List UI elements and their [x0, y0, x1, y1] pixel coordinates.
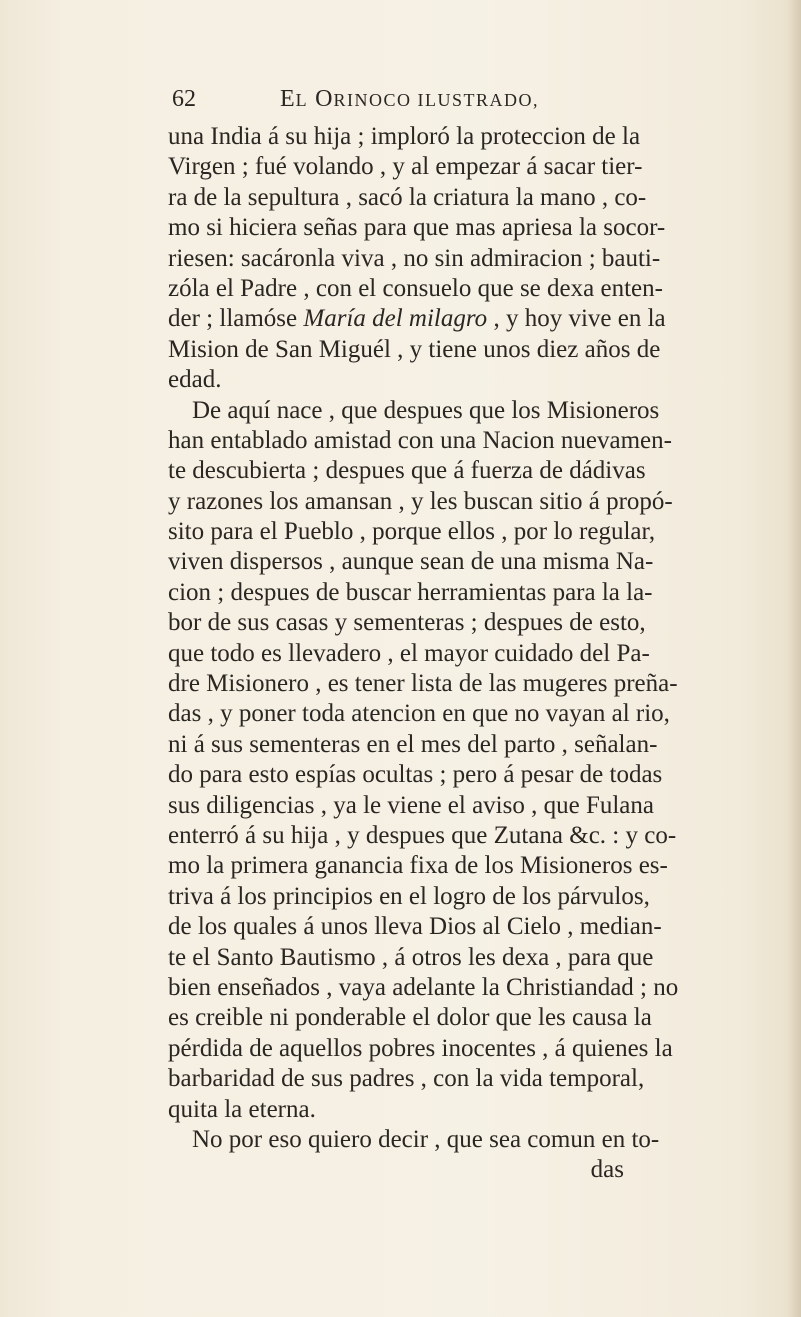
text-line: Mision de San Miguél , y tiene unos diez años de — [168, 335, 661, 363]
text-line: dre Misionero , es tener lista de las mugeres preña- — [168, 670, 678, 698]
text-line: pérdida de aquellos pobres inocentes , á quienes la — [168, 1034, 673, 1062]
text-line: sus diligencias , ya le viene el aviso , que Fulana — [168, 791, 654, 819]
running-title — [280, 86, 539, 113]
text-line-segment: , y hoy vive en la — [487, 305, 666, 333]
text-line: das , y poner toda atencion en que no vayan al rio, — [168, 700, 670, 728]
text-line: te descubierta ; despues que á fuerza de dádivas — [168, 457, 646, 485]
text-line: te el Santo Bautismo , á otros les dexa , para que — [168, 943, 654, 971]
page-edge-shadow — [787, 0, 801, 1317]
running-title-smallcaps-2: RINOCO ILUSTRADO, — [333, 90, 540, 110]
text-line: No por eso quiero decir , que sea comun en to- — [192, 1125, 660, 1153]
text-line: ra de la sepultura , sacó la criatura la mano , co- — [168, 183, 647, 211]
text-line: han entablado amistad con una Nacion nuevamen- — [168, 426, 672, 454]
text-line: cion ; despues de buscar herramientas para la la- — [168, 578, 653, 606]
text-line: barbaridad de sus padres , con la vida temporal, — [168, 1065, 645, 1093]
text-line: riesen: sacáronla viva , no sin admiracion ; bauti- — [168, 244, 661, 272]
running-title-smallcaps-1: L — [295, 90, 309, 110]
text-line: Virgen ; fué volando , y al empezar á sacar tier- — [168, 153, 643, 181]
text-line: es creible ni ponderable el dolor que les causa la — [168, 1004, 652, 1032]
text-line: quita la eterna. — [168, 1095, 316, 1123]
text-line: mo la primera ganancia fixa de los Misioneros es- — [168, 852, 668, 880]
text-line — [168, 304, 666, 334]
running-title-initial-2: O — [315, 86, 334, 112]
text-line: bor de sus casas y sementeras ; despues de esto, — [168, 609, 646, 637]
text-line: viven dispersos , aunque sean de una misma Na- — [168, 548, 654, 576]
italic-name: María del milagro — [303, 305, 488, 333]
text-line: das — [590, 1156, 624, 1184]
text-line: ni á sus sementeras en el mes del parto , señalan- — [168, 730, 658, 758]
text-line: de los quales á unos lleva Dios al Cielo , median- — [168, 913, 662, 941]
running-header — [172, 86, 632, 122]
text-line: una India á su hija ; imploró la proteccion de la — [168, 123, 641, 150]
body-text — [168, 122, 679, 1186]
text-line: y razones los amansan , y les buscan sitio á propó- — [168, 487, 673, 515]
text-line: do para esto espías ocultas ; pero á pesar de todas — [168, 761, 663, 789]
text-line-segment: der ; llamóse — [168, 305, 304, 333]
running-title-initial-1: E — [280, 86, 296, 112]
page-number: 62 — [172, 86, 196, 112]
text-line: enterró á su hija , y despues que Zutana &c. : y co- — [168, 821, 677, 849]
text-line: edad. — [168, 366, 222, 394]
text-line: mo si hiciera señas para que mas apriesa la socor- — [168, 214, 666, 242]
text-line: triva á los principios en el logro de los párvulos, — [168, 882, 650, 910]
text-line: De aquí nace , que despues que los Misioneros — [192, 396, 660, 424]
text-line: que todo es llevadero , el mayor cuidado del Pa- — [168, 639, 650, 667]
text-line: zóla el Padre , con el consuelo que se dexa enten- — [168, 274, 663, 302]
text-line: sito para el Pueblo , porque ellos , por lo regular, — [168, 518, 656, 546]
text-line: bien enseñados , vaya adelante la Christiandad ; no — [168, 973, 679, 1001]
